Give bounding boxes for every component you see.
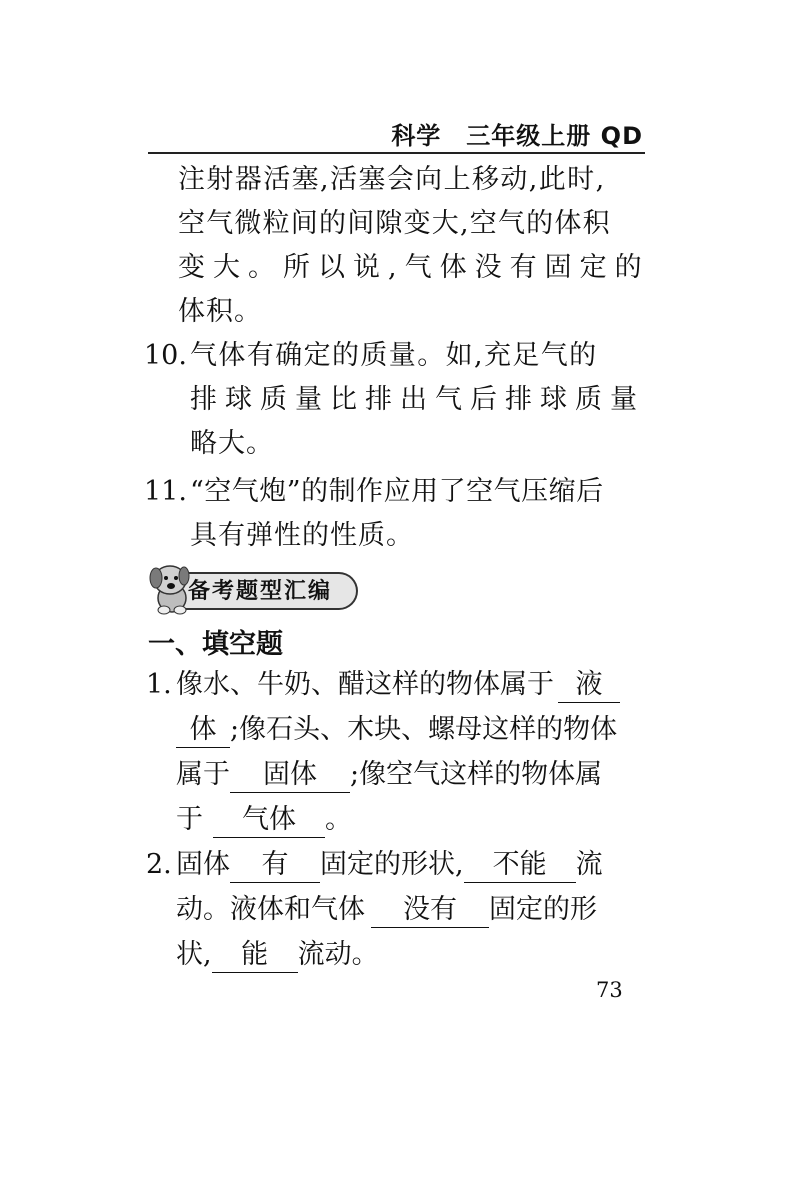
answer-blank: 能 (212, 940, 298, 973)
text-line (176, 668, 620, 703)
text-line: 略大。 (190, 428, 274, 459)
question-text: 于 (176, 804, 203, 835)
question-text: 状, (176, 939, 212, 970)
banner-label: 备考题型汇编 (188, 579, 333, 604)
question-number: 1. (146, 669, 172, 700)
answer-blank: 固体 (230, 760, 350, 793)
text-line: 具有弹性的性质。 (190, 520, 414, 551)
text-line: 排球质量比排出气后排球质量 (190, 384, 645, 415)
question-text: ;像石头、木块、螺母这样的物体 (230, 714, 618, 745)
page-header (148, 112, 645, 154)
answer-blank: 液 (558, 670, 620, 703)
text-line (176, 758, 602, 793)
header-title: 科学 三年级上册 QD (391, 122, 643, 150)
question-text: ;像空气这样的物体属 (350, 759, 603, 790)
question-number: 2. (146, 849, 172, 880)
answer-blank: 气体 (213, 805, 325, 838)
section-banner (146, 560, 360, 616)
question-text: 像水、牛奶、醋这样的物体属于 (176, 669, 554, 700)
question-text: 固定的形 (489, 894, 597, 925)
question-text: 固体 (176, 849, 230, 880)
page-number: 73 (596, 978, 623, 1002)
text-line: 变大。所以说,气体没有固定的 (178, 252, 650, 283)
answer-blank: 不能 (464, 850, 576, 883)
text-line (176, 938, 379, 973)
answer-blank: 有 (230, 850, 320, 883)
text-line (176, 893, 597, 928)
text-line (176, 713, 617, 748)
text-line: 气体有确定的质量。如,充足气的 (190, 340, 598, 371)
item-number: 10. (144, 340, 187, 371)
question-text: 。 (325, 804, 352, 835)
answer-blank: 体 (176, 715, 230, 748)
item-number: 11. (144, 476, 187, 507)
text-line: “空气炮”的制作应用了空气压缩后 (190, 476, 604, 507)
text-line: 注射器活塞,活塞会向上移动,此时, (178, 164, 606, 195)
answer-blank: 没有 (371, 895, 489, 928)
text-line (176, 848, 603, 883)
text-line: 空气微粒间的间隙变大,空气的体积 (178, 208, 611, 239)
question-text: 流动。 (297, 939, 379, 970)
question-text: 流 (575, 849, 603, 880)
question-text: 动。液体和气体 (176, 894, 365, 925)
question-text: 固定的形状, (320, 849, 464, 880)
text-line (176, 803, 352, 838)
section-title: 一、填空题 (148, 629, 283, 660)
text-line: 体积。 (178, 296, 262, 327)
question-text: 属于 (176, 759, 230, 790)
